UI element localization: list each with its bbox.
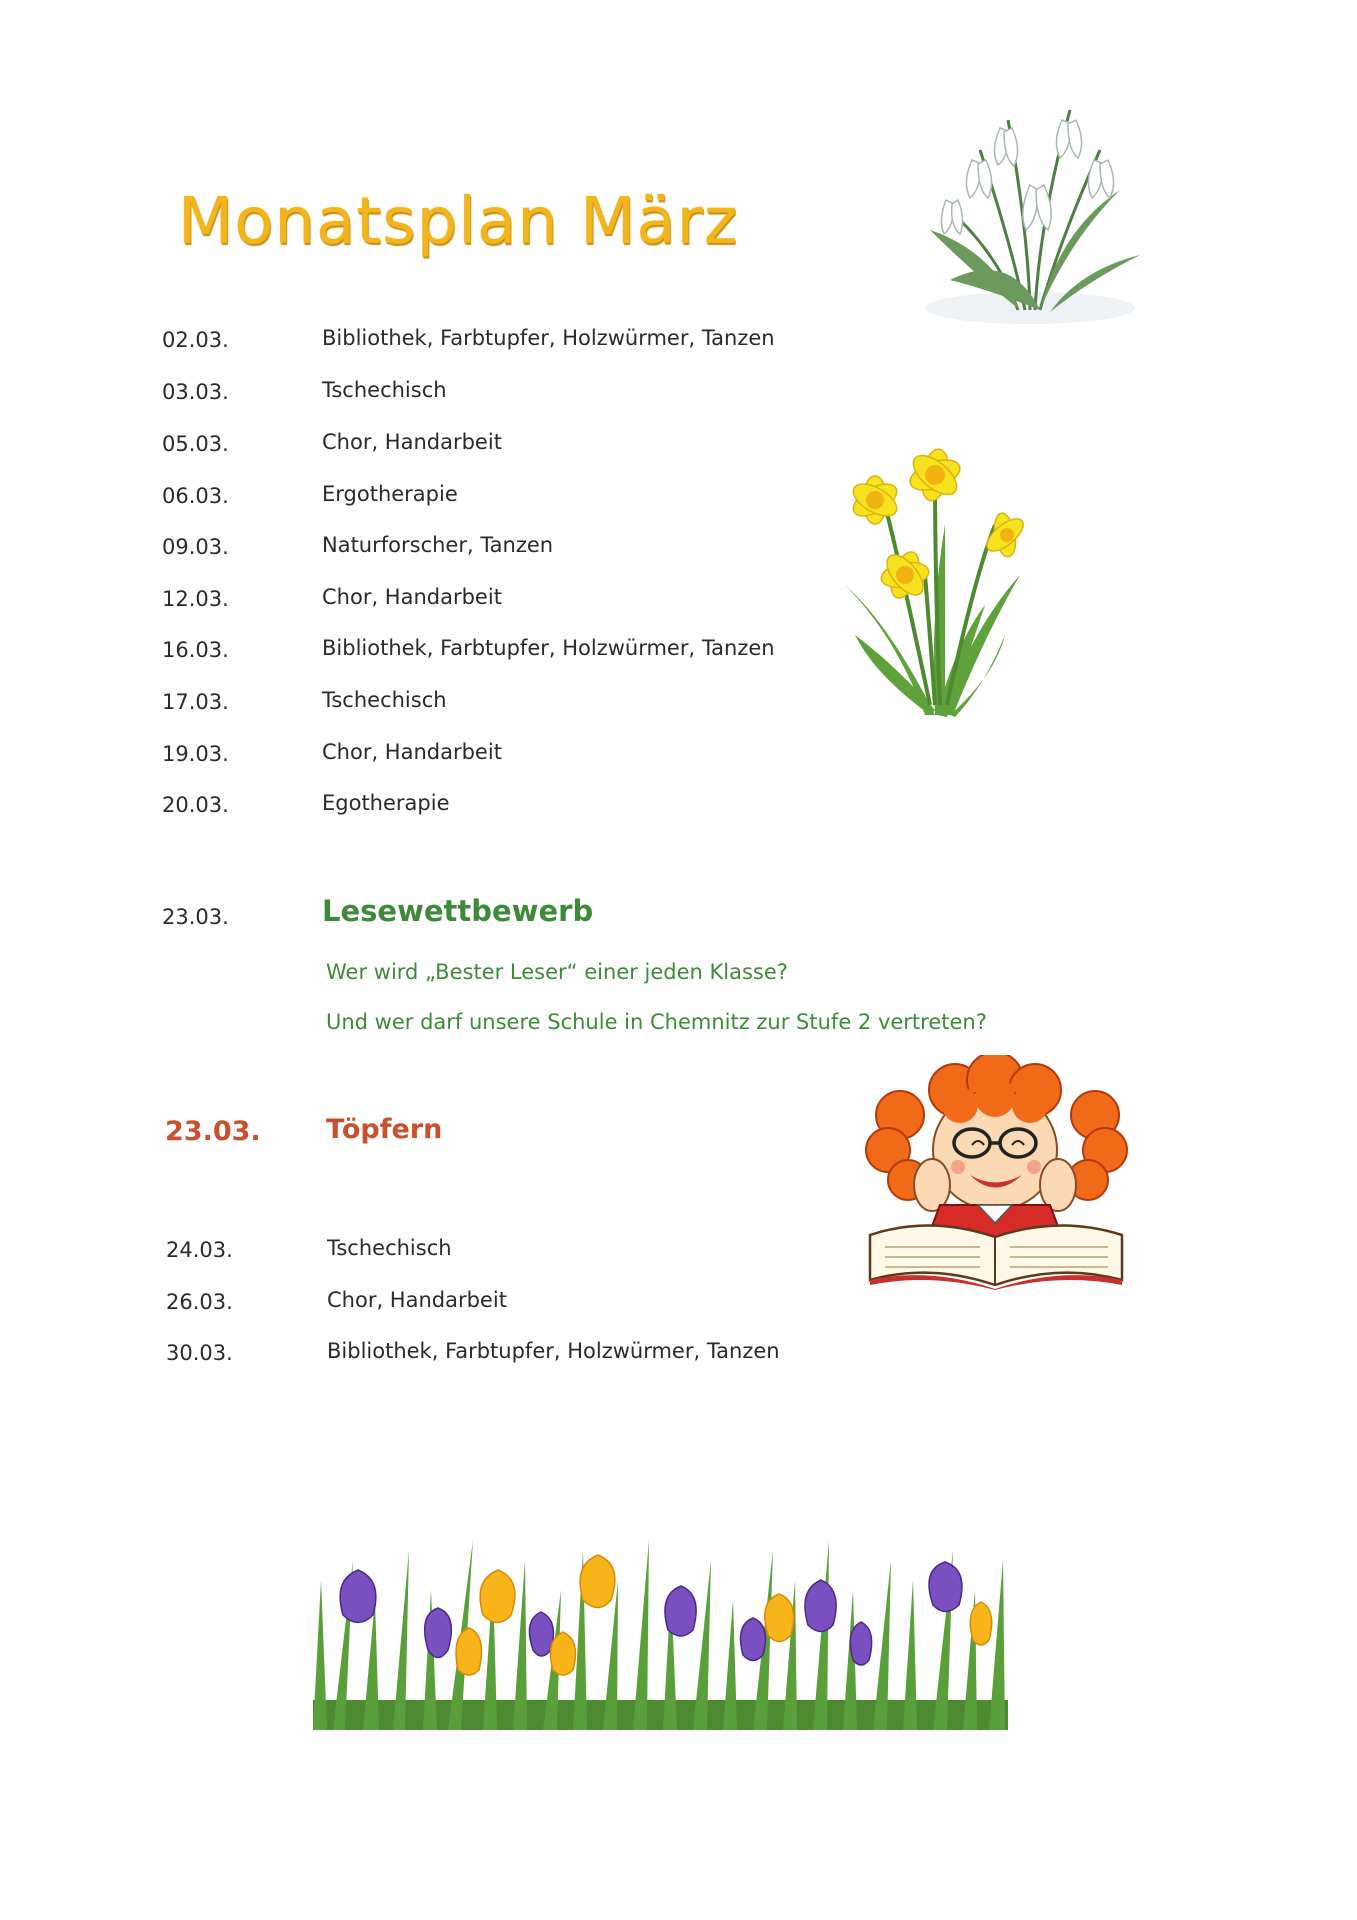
schedule-date: 26.03.: [166, 1290, 233, 1314]
schedule-activity: Naturforscher, Tanzen: [322, 533, 554, 557]
girl-reading-illustration: [860, 1055, 1130, 1290]
snowdrops-illustration: [890, 80, 1170, 330]
schedule-activity: Tschechisch: [322, 378, 447, 402]
schedule-activity: Chor, Handarbeit: [322, 740, 502, 764]
reading-contest-line-2: Und wer darf unsere Schule in Chemnitz zur Stufe 2 vertreten?: [326, 1010, 987, 1034]
crocus-meadow-illustration: [313, 1520, 1008, 1730]
page-title: Monatsplan März: [178, 185, 739, 259]
schedule-date: 16.03.: [162, 638, 229, 662]
schedule-date: 06.03.: [162, 484, 229, 508]
reading-contest-line-1: Wer wird „Bester Leser“ einer jeden Klasse?: [326, 960, 788, 984]
schedule-date: 24.03.: [166, 1238, 233, 1262]
schedule-date: 30.03.: [166, 1341, 233, 1365]
reading-contest-date: 23.03.: [162, 905, 229, 929]
schedule-date: 09.03.: [162, 535, 229, 559]
schedule-date: 17.03.: [162, 690, 229, 714]
schedule-date: 02.03.: [162, 328, 229, 352]
schedule-activity: Chor, Handarbeit: [322, 585, 502, 609]
schedule-date: 03.03.: [162, 380, 229, 404]
schedule-activity: Tschechisch: [327, 1236, 452, 1260]
schedule-date: 20.03.: [162, 793, 229, 817]
schedule-date: 12.03.: [162, 587, 229, 611]
reading-contest-title: Lesewettbewerb: [322, 894, 594, 928]
schedule-date: 05.03.: [162, 432, 229, 456]
schedule-activity: Ergotherapie: [322, 482, 458, 506]
schedule-date: 19.03.: [162, 742, 229, 766]
schedule-activity: Chor, Handarbeit: [327, 1288, 507, 1312]
schedule-activity: Bibliothek, Farbtupfer, Holzwürmer, Tanzen: [322, 326, 775, 350]
pottery-title: Töpfern: [326, 1114, 443, 1145]
schedule-activity: Tschechisch: [322, 688, 447, 712]
schedule-activity: Egotherapie: [322, 791, 450, 815]
schedule-activity: Bibliothek, Farbtupfer, Holzwürmer, Tanzen: [327, 1339, 780, 1363]
schedule-activity: Chor, Handarbeit: [322, 430, 502, 454]
pottery-date: 23.03.: [165, 1116, 261, 1147]
daffodils-illustration: [835, 435, 1030, 720]
schedule-activity: Bibliothek, Farbtupfer, Holzwürmer, Tanzen: [322, 636, 775, 660]
